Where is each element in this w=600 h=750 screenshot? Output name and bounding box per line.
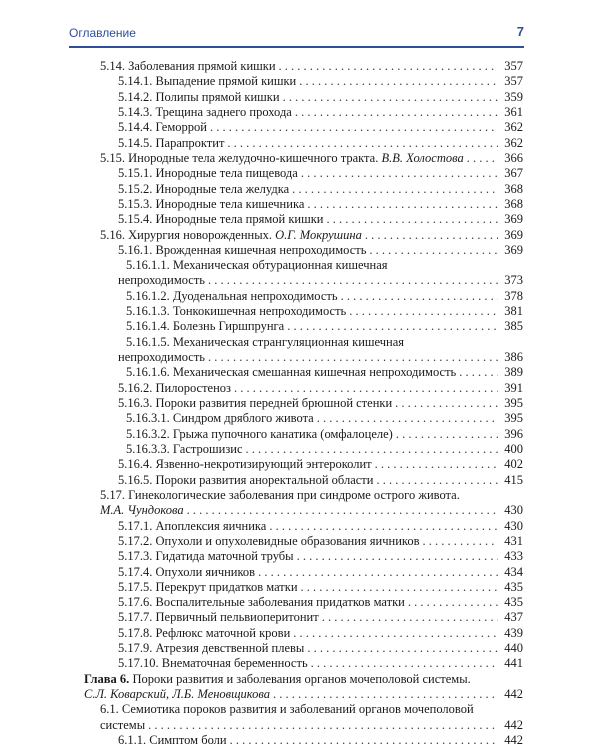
toc-entry-author: О.Г. Мокрушина — [275, 228, 362, 242]
toc-entry-page: 395 — [504, 411, 523, 425]
toc-entry — [118, 165, 523, 182]
dot-leader — [258, 564, 498, 580]
toc-entry-page: 391 — [504, 381, 523, 395]
toc-entry-number: 5.17.10. — [118, 656, 159, 670]
toc-entry-text — [118, 472, 373, 488]
toc-entry-page: 437 — [504, 610, 523, 624]
toc-entry-text — [118, 104, 292, 120]
toc-entry-text — [100, 487, 460, 503]
toc-entry-text — [118, 165, 298, 181]
dot-leader — [210, 119, 498, 135]
dot-leader — [227, 135, 498, 151]
toc-entry-title: Пороки развития аноректальной области — [155, 473, 374, 487]
dot-leader — [234, 380, 498, 396]
toc-entry-title: Парапроктит — [155, 136, 225, 150]
toc-entry-title: Атрезия девственной плевы — [155, 641, 305, 655]
toc-entry-page: 378 — [504, 289, 523, 303]
toc-entry-title: Механическая смешанная кишечная непроходимость — [172, 365, 457, 379]
toc-entry-number: 6.1. — [100, 702, 119, 716]
toc-entry-page: 395 — [504, 396, 523, 410]
dot-leader — [293, 625, 498, 641]
toc-entry-page: 442 — [504, 733, 523, 747]
dot-leader — [301, 579, 498, 595]
toc-entry-title: непроходимость — [118, 273, 206, 287]
toc-entry-title: Полипы прямой кишки — [155, 90, 280, 104]
toc-entry-text — [126, 303, 346, 319]
toc-entry-page: 431 — [504, 534, 523, 548]
dot-leader — [273, 686, 498, 702]
toc-entry — [126, 410, 523, 427]
toc-entry-title: Опухоли и опухолевидные образования яичников — [155, 534, 420, 548]
toc-entry-text — [118, 594, 405, 610]
toc-entry-page: 439 — [504, 626, 523, 640]
dot-leader — [283, 89, 498, 105]
dot-leader — [396, 426, 498, 442]
toc-entry-page: 434 — [504, 565, 523, 579]
toc-entry-number: 5.17.1. — [118, 519, 153, 533]
toc-entry — [118, 732, 523, 749]
toc-entry-number: 5.16.5. — [118, 473, 153, 487]
toc-entry-text — [84, 671, 471, 687]
toc-entry-text — [118, 349, 205, 365]
toc-entry — [118, 456, 523, 473]
toc-entry-number: 5.15.4. — [118, 212, 153, 226]
toc-entry-page: 361 — [504, 105, 523, 119]
toc-entry — [126, 364, 523, 381]
toc-entry-title: Гинекологические заболевания при синдроме острого живота. — [128, 488, 460, 502]
running-header — [69, 22, 524, 48]
toc-entry-text — [126, 364, 456, 380]
toc-entry-text — [118, 395, 392, 411]
dot-leader — [423, 533, 499, 549]
toc-entry-title: Опухоли яичников — [155, 565, 256, 579]
toc-entry-number: 5.16.1.2. — [126, 289, 170, 303]
toc-entry-title: непроходимость — [118, 350, 206, 364]
toc-entry — [100, 502, 523, 519]
toc-entry-text — [100, 227, 362, 243]
toc-entry-title: Инородные тела желудочно-кишечного тракта. — [128, 151, 379, 165]
dot-leader — [279, 58, 498, 74]
toc-entry-number: 5.16.1.4. — [126, 319, 170, 333]
toc-entry-title: Инородные тела кишечника — [155, 197, 305, 211]
dot-leader — [365, 227, 498, 243]
toc-entry-page: 373 — [504, 273, 523, 287]
dot-leader — [322, 609, 498, 625]
toc-entry-text — [100, 701, 474, 717]
toc-entry-text — [126, 410, 314, 426]
dot-leader — [269, 518, 498, 534]
toc-entry-title: Заболевания прямой кишки — [128, 59, 276, 73]
toc-entry — [118, 119, 523, 136]
toc-entry — [126, 318, 523, 335]
toc-entry-text — [118, 655, 308, 671]
toc-entry-text — [118, 456, 372, 472]
toc-entry-title: Инородные тела прямой кишки — [155, 212, 324, 226]
toc-entry-title: Трещина заднего прохода — [155, 105, 292, 119]
toc-entry-title: Внематочная беременность — [161, 656, 308, 670]
dot-leader — [297, 548, 498, 564]
toc-entry-text — [118, 579, 298, 595]
dot-leader — [376, 472, 498, 488]
toc-entry-text — [118, 732, 227, 748]
toc-entry-title: Первичный пельвиоперитонит — [155, 610, 319, 624]
toc-entry-text — [100, 502, 184, 518]
toc-entry-number: 5.16.3.2. — [126, 427, 170, 441]
toc-entry-text — [126, 426, 393, 442]
toc-entry-title: Симптом боли — [149, 733, 227, 747]
toc-entry-page: 440 — [504, 641, 523, 655]
toc-entry-title: Геморрой — [155, 120, 207, 134]
toc-entry — [118, 73, 523, 90]
toc-entry-number: 5.15.1. — [118, 166, 153, 180]
dot-leader — [369, 242, 498, 258]
toc-entry — [118, 211, 523, 228]
toc-entry — [100, 701, 523, 718]
toc-entry-number: 5.17.5. — [118, 580, 153, 594]
toc-entry-title: Врожденная кишечная непроходимость — [155, 243, 367, 257]
toc-entry-number: 5.16.1.6. — [126, 365, 170, 379]
dot-leader — [395, 395, 498, 411]
toc-entry-text — [118, 181, 289, 197]
toc-entry-text — [126, 334, 404, 350]
dot-leader — [187, 502, 498, 518]
toc-entry-number: 5.17.3. — [118, 549, 153, 563]
dot-leader — [287, 318, 498, 334]
toc-entry-number: 5.16.1.1. — [126, 258, 170, 272]
toc-entry-number: 5.15.3. — [118, 197, 153, 211]
toc-entry-page: 381 — [504, 304, 523, 318]
dot-leader — [292, 181, 498, 197]
toc-entry-number: Глава 6. — [84, 672, 130, 686]
toc-entry-author: С.Л. Коварский, Л.Б. Меновщикова — [84, 687, 271, 701]
toc-entry-page: 441 — [504, 656, 523, 670]
dot-leader — [467, 150, 498, 166]
toc-entry-page: 366 — [504, 151, 523, 165]
toc-entry-page: 357 — [504, 59, 523, 73]
dot-leader — [148, 717, 498, 733]
toc-entry-number: 5.14.3. — [118, 105, 153, 119]
toc-entry-number: 5.17. — [100, 488, 125, 502]
toc-entry-text — [118, 135, 224, 151]
toc-entry — [118, 272, 523, 289]
toc-entry-number: 5.16.1. — [118, 243, 153, 257]
toc-entry-text — [100, 58, 276, 74]
toc-entry-number: 5.16.1.3. — [126, 304, 170, 318]
toc-entry-number: 6.1.1. — [118, 733, 147, 747]
toc-entry-number: 5.16.3. — [118, 396, 153, 410]
dot-leader — [307, 640, 498, 656]
toc-entry — [118, 609, 523, 626]
toc-entry-number: 5.14.1. — [118, 74, 153, 88]
toc-entry-text — [84, 686, 270, 702]
toc-entry-number: 5.15.2. — [118, 182, 153, 196]
toc-entry-number: 5.16.2. — [118, 381, 153, 395]
toc-entry-title: Синдром дряблого живота — [172, 411, 314, 425]
toc-entry-title: Механическая странгуляционная кишечная — [172, 335, 405, 349]
toc-entry-number: 5.16.4. — [118, 457, 153, 471]
toc-entry-page: 442 — [504, 718, 523, 732]
toc-entry-text — [118, 518, 266, 534]
toc-entry-text — [118, 211, 323, 227]
toc-entry-page: 368 — [504, 182, 523, 196]
toc-entry — [118, 655, 523, 672]
toc-entry-number: 5.14. — [100, 59, 125, 73]
toc-entry-text — [118, 73, 296, 89]
toc-entry-number: 5.14.4. — [118, 120, 153, 134]
running-header-title: Оглавление — [69, 26, 136, 40]
dot-leader — [341, 288, 498, 304]
toc-entry-page: 362 — [504, 136, 523, 150]
toc-entry-page: 400 — [504, 442, 523, 456]
toc-entry-title: Пилоростеноз — [155, 381, 231, 395]
toc-entry-title: Воспалительные заболевания придатков матки — [155, 595, 405, 609]
dot-leader — [246, 441, 499, 457]
toc-entry-title: Грыжа пупочного канатика (омфалоцеле) — [172, 427, 393, 441]
toc-entry-title: Перекрут придатков матки — [155, 580, 298, 594]
toc-entry-number: 5.16. — [100, 228, 125, 242]
dot-leader — [299, 73, 498, 89]
toc-entry-text — [118, 564, 255, 580]
toc-entry-number: 5.14.2. — [118, 90, 153, 104]
page-number: 7 — [516, 24, 524, 39]
toc-entry-text — [118, 119, 207, 135]
toc-entry-number: 5.17.9. — [118, 641, 153, 655]
toc-entry-number: 5.17.6. — [118, 595, 153, 609]
toc-entry-title: Инородные тела желудка — [155, 182, 290, 196]
toc-entry-number: 5.17.4. — [118, 565, 153, 579]
toc-entry-number: 5.16.3.3. — [126, 442, 170, 456]
toc-entry-title: Гастрошизис — [172, 442, 243, 456]
toc-entry-text — [100, 717, 145, 733]
toc-entry-text — [118, 548, 294, 564]
dot-leader — [307, 196, 498, 212]
dot-leader — [208, 349, 498, 365]
toc-entry-title: Апоплексия яичника — [155, 519, 267, 533]
toc-entry-title: Пороки развития и заболевания органов мочеполовой системы. — [132, 672, 471, 686]
dot-leader — [459, 364, 498, 380]
dot-leader — [326, 211, 498, 227]
toc-entry-number: 5.15. — [100, 151, 125, 165]
toc-entry-page: 435 — [504, 595, 523, 609]
toc-entry-page: 357 — [504, 74, 523, 88]
toc-entry-title: Язвенно-некротизирующий энтероколит — [155, 457, 372, 471]
dot-leader — [295, 104, 498, 120]
toc-entry — [118, 548, 523, 565]
dot-leader — [208, 272, 498, 288]
toc-entry-page: 430 — [504, 519, 523, 533]
toc-entry-page: 369 — [504, 228, 523, 242]
toc-entry-title: Пороки развития передней брюшной стенки — [155, 396, 393, 410]
toc-entry-text — [118, 242, 366, 258]
toc-entry-title: Гидатида маточной трубы — [155, 549, 294, 563]
toc-entry-number: 5.17.2. — [118, 534, 153, 548]
toc-entry-text — [126, 318, 284, 334]
toc-entry-title: Рефлюкс маточной крови — [155, 626, 291, 640]
toc-entry-title: Дуоденальная непроходимость — [172, 289, 338, 303]
toc-entry-page: 396 — [504, 427, 523, 441]
toc-entry-page: 362 — [504, 120, 523, 134]
toc-entry-title: Выпадение прямой кишки — [155, 74, 297, 88]
toc-entry-text — [118, 640, 304, 656]
toc-entry-page: 442 — [504, 687, 523, 701]
toc-entry-page: 433 — [504, 549, 523, 563]
toc-entry-text — [126, 441, 243, 457]
toc-entry-author: М.А. Чундокова — [100, 503, 184, 517]
toc-entry-page: 369 — [504, 243, 523, 257]
toc-entry-title: Болезнь Гиршпрунга — [172, 319, 285, 333]
toc-entry-number: 5.16.3.1. — [126, 411, 170, 425]
toc-entry-number: 5.16.1.5. — [126, 335, 170, 349]
toc-entry-number: 5.17.7. — [118, 610, 153, 624]
toc-entry-text — [118, 533, 420, 549]
toc-entry-title: Тонкокишечная непроходимость — [172, 304, 347, 318]
toc-entry-text — [118, 380, 231, 396]
dot-leader — [375, 456, 498, 472]
toc-entry-text — [118, 625, 290, 641]
toc-entry-number: 5.14.5. — [118, 136, 153, 150]
dot-leader — [311, 655, 498, 671]
toc-entry-title: Инородные тела пищевода — [155, 166, 298, 180]
toc-entry-page: 385 — [504, 319, 523, 333]
toc-entry-title: Семиотика пороков развития и заболеваний органов мочеполовой — [121, 702, 474, 716]
toc-entry-text — [118, 272, 205, 288]
toc-entry-text — [126, 257, 388, 273]
toc-entry-title: системы — [100, 718, 146, 732]
toc-entry-title: Хирургия новорожденных. — [128, 228, 273, 242]
toc-entry-title: Механическая обтурационная кишечная — [172, 258, 388, 272]
toc-entry-page: 367 — [504, 166, 523, 180]
toc-entry-text — [118, 89, 280, 105]
toc-entry-author: В.В. Холостова — [381, 151, 464, 165]
dot-leader — [349, 303, 498, 319]
toc-entry-page: 386 — [504, 350, 523, 364]
toc-entry-text — [118, 196, 304, 212]
toc-entry-text — [126, 288, 338, 304]
toc-entry-page: 359 — [504, 90, 523, 104]
toc-entry-page: 369 — [504, 212, 523, 226]
toc-entry-page: 430 — [504, 503, 523, 517]
toc-entry-text — [118, 609, 319, 625]
toc-entry-page: 415 — [504, 473, 523, 487]
dot-leader — [301, 165, 498, 181]
dot-leader — [408, 594, 498, 610]
dot-leader — [230, 732, 498, 748]
toc-entry-page: 402 — [504, 457, 523, 471]
dot-leader — [317, 410, 498, 426]
toc-entry-page: 368 — [504, 197, 523, 211]
toc-entry-page: 435 — [504, 580, 523, 594]
toc-entry-text — [100, 150, 464, 166]
toc-entry-number: 5.17.8. — [118, 626, 153, 640]
toc-entry-page: 389 — [504, 365, 523, 379]
